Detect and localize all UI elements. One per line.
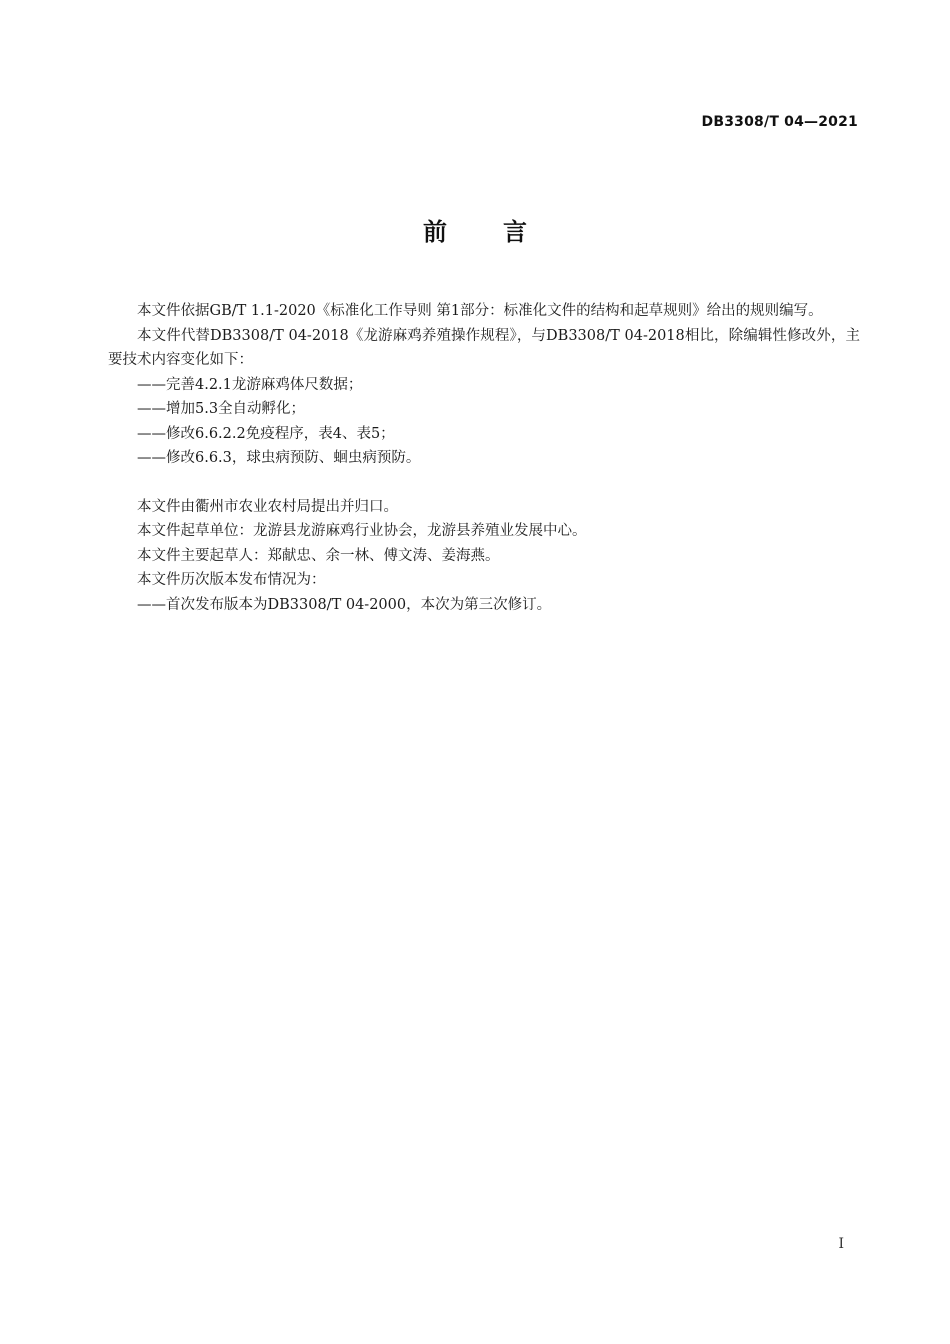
paragraph-drafting-units: 本文件起草单位：龙游县龙游麻鸡行业协会，龙游县养殖业发展中心。 — [137, 523, 587, 539]
paragraph-drafters: 本文件主要起草人：郑献忠、余一林、傅文涛、姜海燕。 — [137, 547, 500, 564]
version-history-item: ——首次发布版本为DB3308/T 04-2000，本次为第三次修订。 — [137, 596, 552, 613]
paragraph-version-history: 本文件历次版本发布情况为： — [137, 572, 326, 588]
change-item: ——修改6.6.2.2免疫程序，表4、表5； — [137, 425, 395, 442]
paragraph-gap — [108, 471, 860, 495]
page-title: 前言 — [423, 218, 583, 246]
foreword-body — [108, 299, 860, 617]
page-number: I — [838, 1236, 844, 1252]
paragraph-basis: 本文件依据GB/T 1.1-2020《标准化工作导则 第1部分：标准化文件的结构和起草规则》给出的规则编写。 — [137, 303, 823, 319]
paragraph-proposer: 本文件由衢州市农业农村局提出并归口。 — [137, 498, 398, 515]
change-item: ——增加5.3全自动孵化； — [137, 401, 306, 417]
paragraph-replacement: 本文件代替DB3308/T 04-2018《龙游麻鸡养殖操作规程》，与DB3308/T 04-2018相比，除编辑性修改外，主要技术内容变化如下： — [108, 327, 860, 368]
change-item: ——修改6.6.3，球虫病预防、蛔虫病预防。 — [137, 450, 421, 466]
change-item: ——完善4.2.1龙游麻鸡体尺数据； — [137, 376, 363, 393]
document-code: DB3308/T 04—2021 — [701, 114, 858, 130]
